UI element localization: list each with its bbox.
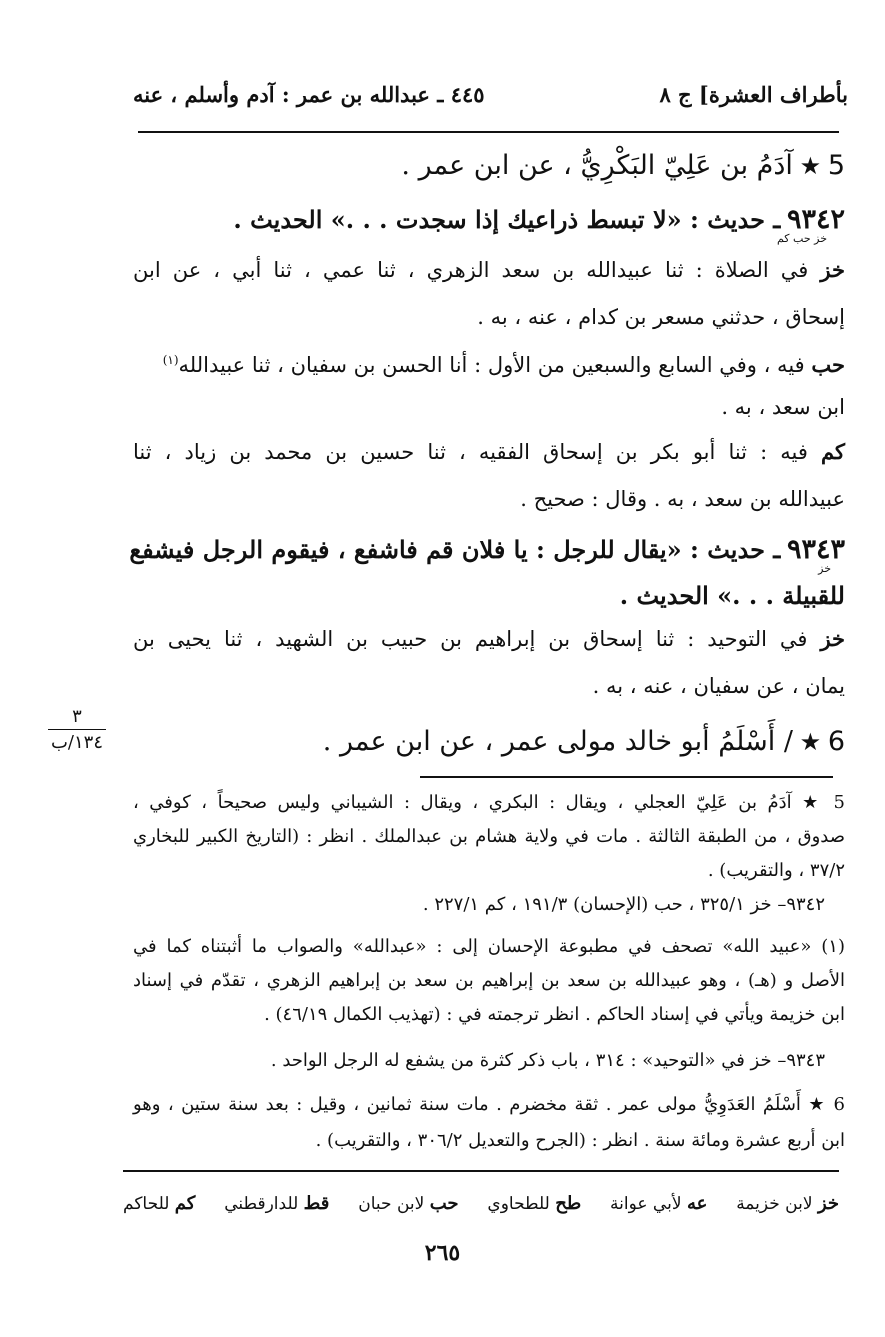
footnote-line: ٩٣٤٣– خز في «التوحيد» : ٣١٤ ، باب ذكر كثرة من يشفع له الرجل الواحد . <box>270 1050 825 1071</box>
source-marker: خز حب كم <box>776 232 827 245</box>
hadith-9342-source-hb <box>133 345 845 425</box>
legend-rule <box>123 1170 839 1172</box>
source-text: إسحاق ، حدثني مسعر بن كدام ، عنه ، به . <box>477 305 845 329</box>
hadith-title: ـ حديث : «يقال للرجل : يا فلان قم فاشفع ، فيقوم الرجل فيشفع <box>129 535 781 564</box>
footnote-line: الأصل و (هـ) ، وهو عبيدالله بن سعد بن إبراهيم بن سعد بن إبراهيم الزهري ، تقدّم في إسناد <box>133 970 845 991</box>
hadith-9342-heading <box>133 200 845 245</box>
hadith-title: للقبيلة . . .» الحديث . <box>619 581 845 610</box>
hadith-9342-source-khz <box>133 255 845 335</box>
star-icon: ★ <box>799 728 822 756</box>
footnote-line: 6 ★ أَسْلَمُ العَدَوِيُّ مولى عمر . ثقة مخضرم . مات سنة ثمانين ، وقيل : بعد سنة ستين ، وهو <box>133 1094 845 1115</box>
entry-title: / أَسْلَمُ أبو خالد مولى عمر ، عن ابن عمر . <box>322 726 793 757</box>
page-number: ٢٦٥ <box>424 1240 461 1266</box>
header-volume: بأطراف العشرة] ج ٨ <box>659 82 848 107</box>
folio-top: ٣ <box>72 706 82 727</box>
hadith-9343-source-khz <box>133 624 845 704</box>
source-abbr: خز <box>820 626 846 651</box>
running-header <box>133 82 848 118</box>
legend-item: حب لابن حبان <box>358 1192 459 1214</box>
footnote-line: ٩٣٤٢– خز ٣٢٥/١ ، حب (الإحسان) ١٩١/٣ ، كم ٢٢٧/١ . <box>422 894 825 915</box>
source-abbr: خز <box>820 257 845 282</box>
footnote-line: صدوق ، من الطبقة الثالثة . مات في ولاية هشام بن عبدالملك . انظر : (التاريخ الكبير للبخاري <box>133 826 845 847</box>
footnote-ref: (١) <box>162 353 179 367</box>
footnote-line: ابن أربع عشرة ومائة سنة . انظر : (الجرح والتعديل ٣٠٦/٢ ، والتقريب) . <box>315 1130 845 1151</box>
header-rule <box>138 131 839 133</box>
source-abbr: حب <box>811 352 845 377</box>
entry-number: 5 <box>827 150 845 181</box>
source-text: فيه : ثنا أبو بكر بن إسحاق الفقيه ، ثنا حسين بن محمد بن زياد ، ثنا <box>133 440 808 464</box>
footnote-line: ابن خزيمة ويأتي في إسناد الحاكم . انظر ترجمته في : (تهذيب الكمال ٤٦/١٩) . <box>264 1004 845 1025</box>
hadith-number: ٩٣٤٣ <box>786 534 845 565</box>
source-abbr: كم <box>821 439 845 464</box>
star-icon: ★ <box>799 152 822 180</box>
legend-item: قط للدارقطني <box>224 1192 330 1214</box>
entry-6-heading <box>133 722 845 762</box>
hadith-number: ٩٣٤٢ <box>786 204 845 235</box>
footnotes <box>133 790 845 1170</box>
hadith-title: ـ حديث : «لا تبسط ذراعيك إذا سجدت . . .» الحديث . <box>233 205 781 234</box>
footnote-line: 5 ★ آدَمُ بن عَلِيّ العجلي ، ويقال : البكري ، ويقال : الشيباني وليس صحيحاً ، كوفي ، <box>133 792 845 813</box>
source-text: في الصلاة : ثنا عبيدالله بن سعد الزهري ، ثنا عمي ، ثنا أبي ، عن ابن <box>133 258 809 282</box>
footnote-line: ٣٧/٢ ، والتقريب) . <box>707 860 845 881</box>
legend-item: طح للطحاوي <box>487 1192 582 1214</box>
legend-item: خز لابن خزيمة <box>736 1192 839 1214</box>
entry-number: 6 <box>827 726 845 757</box>
folio-bottom: ١٣٤/ب <box>50 732 104 753</box>
entry-title: آدَمُ بن عَلِيّ البَكْرِيُّ ، عن ابن عمر . <box>401 150 793 181</box>
hadith-9343-heading <box>129 530 845 620</box>
source-text: فيه ، وفي السابع والسبعين من الأول : أنا الحسن بن سفيان ، ثنا عبيدالله <box>178 353 805 377</box>
header-chapter: ٤٤٥ ـ عبدالله بن عمر : آدم وأسلم ، عنه <box>133 82 485 107</box>
footnote-line: (١) «عبيد الله» تصحف في مطبوعة الإحسان إلى : «عبدالله» والصواب ما أثبتناه كما في <box>133 936 845 957</box>
legend-item: عه لأبي عوانة <box>610 1192 708 1214</box>
source-text: عبيدالله بن سعد ، به . وقال : صحيح . <box>520 487 845 511</box>
source-text: يمان ، عن سفيان ، عنه ، به . <box>592 674 845 698</box>
legend-item: كم للحاكم <box>123 1192 196 1214</box>
abbreviations-legend <box>123 1188 839 1218</box>
hadith-9342-source-km <box>133 437 845 517</box>
entry-5-heading <box>133 146 845 186</box>
manuscript-folio-note <box>40 705 114 756</box>
footnote-separator <box>420 776 833 778</box>
source-text: في التوحيد : ثنا إسحاق بن إبراهيم بن حبيب بن الشهيد ، ثنا يحيى بن <box>133 627 808 651</box>
source-text: ابن سعد ، به . <box>721 395 845 419</box>
source-marker: خز <box>818 562 831 575</box>
